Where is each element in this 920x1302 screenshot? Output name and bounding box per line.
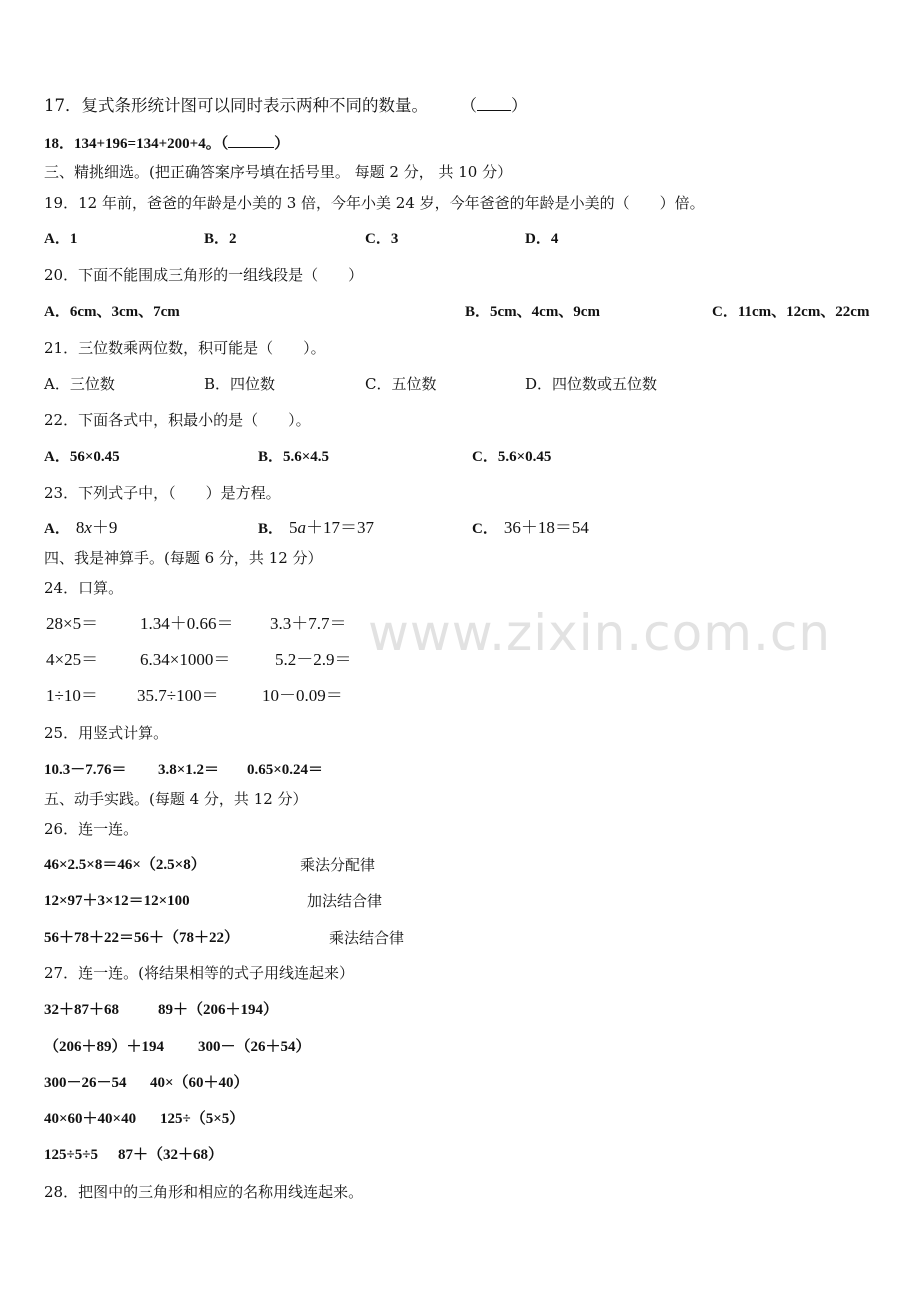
- question-21-option-d[interactable]: D．四位数或五位数: [525, 375, 658, 393]
- question-18-text: 18．134+196=134+200+4。（: [44, 136, 229, 152]
- option-a-coef: 8: [75, 518, 85, 537]
- equal-left-5[interactable]: 125÷5÷5: [44, 1147, 98, 1163]
- question-21-stem: 21．三位数乘两位数，积可能是（ ）。: [44, 339, 326, 357]
- section-5-heading: 五、动手实践。(每题 4 分，共 12 分）: [44, 790, 308, 808]
- question-18-close-paren: ）: [274, 136, 290, 152]
- vertical-calc-1: 10.3－7.76＝: [44, 762, 127, 778]
- question-21-option-a[interactable]: A．三位数: [44, 375, 115, 393]
- mental-calc-2-1: 4×25＝: [46, 650, 99, 669]
- match-right-2[interactable]: 加法结合律: [307, 892, 383, 910]
- question-20-stem: 20．下面不能围成三角形的一组线段是（ ）: [44, 266, 364, 284]
- option-a-label: A．: [44, 521, 70, 537]
- match-left-2[interactable]: 12×97＋3×12＝12×100: [44, 893, 190, 909]
- question-23-option-a[interactable]: [44, 518, 117, 539]
- watermark: www.zixin.com.cn: [368, 604, 832, 662]
- answer-blank-17[interactable]: [477, 96, 511, 111]
- equal-right-4[interactable]: 125÷（5×5）: [160, 1111, 245, 1127]
- equal-left-1[interactable]: 32＋87＋68: [44, 1002, 120, 1018]
- option-b-var: a: [297, 518, 307, 537]
- section-4-heading: 四、我是神算手。(每题 6 分，共 12 分）: [44, 549, 323, 567]
- mental-calc-1-1: 28×5＝: [46, 614, 99, 633]
- equal-right-5[interactable]: 87＋（32＋68）: [118, 1147, 224, 1163]
- match-left-3[interactable]: 56＋78＋22＝56＋（78＋22）: [44, 930, 240, 946]
- question-17: [44, 96, 528, 116]
- question-22-stem: 22．下面各式中，积最小的是（ ）。: [44, 411, 311, 429]
- question-23-option-c[interactable]: [472, 518, 589, 539]
- option-a-var: x: [84, 518, 92, 537]
- mental-calc-1-2: 1.34＋0.66＝: [140, 614, 234, 633]
- mental-calc-3-3: 10－0.09＝: [262, 686, 343, 705]
- question-22-option-a[interactable]: A．56×0.45: [44, 449, 120, 465]
- question-17-close-paren: ）: [511, 96, 528, 115]
- option-b-rest: ＋17＝37: [306, 518, 375, 537]
- mental-calc-1-3: 3.3＋7.7＝: [270, 614, 347, 633]
- answer-blank-18[interactable]: [228, 133, 274, 148]
- question-17-open-paren: （: [460, 96, 477, 115]
- question-20-option-c[interactable]: C．11cm、12cm、22cm: [712, 304, 870, 320]
- question-25-stem: 25．用竖式计算。: [44, 724, 169, 742]
- question-23-stem: 23．下列式子中，（ ）是方程。: [44, 484, 281, 502]
- question-26-stem: 26．连一连。: [44, 820, 139, 838]
- option-a-rest: ＋9: [91, 518, 118, 537]
- question-19-option-a[interactable]: A．1: [44, 231, 78, 247]
- question-19-option-d[interactable]: D．4: [525, 231, 559, 247]
- question-20-option-a[interactable]: A．6cm、3cm、7cm: [44, 304, 180, 320]
- match-left-1[interactable]: 46×2.5×8＝46×（2.5×8）: [44, 857, 206, 873]
- equal-left-2[interactable]: （206＋89）＋194: [44, 1039, 165, 1055]
- equal-right-3[interactable]: 40×（60＋40）: [150, 1075, 249, 1091]
- mental-calc-3-1: 1÷10＝: [46, 686, 98, 705]
- option-c-label: C．: [472, 521, 498, 537]
- question-20-option-b[interactable]: B．5cm、4cm、9cm: [465, 304, 600, 320]
- match-right-1[interactable]: 乘法分配律: [300, 856, 376, 874]
- question-19-option-c[interactable]: C．3: [365, 231, 399, 247]
- question-22-option-c[interactable]: C．5.6×0.45: [472, 449, 552, 465]
- mental-calc-2-3: 5.2－2.9＝: [275, 650, 352, 669]
- equal-left-3[interactable]: 300－26－54: [44, 1075, 127, 1091]
- mental-calc-2-2: 6.34×1000＝: [140, 650, 231, 669]
- match-right-3[interactable]: 乘法结合律: [329, 929, 405, 947]
- equal-right-2[interactable]: 300－（26＋54）: [198, 1039, 311, 1055]
- question-27-stem: 27．连一连。(将结果相等的式子用线连起来）: [44, 964, 354, 982]
- question-23-option-b[interactable]: [258, 518, 374, 539]
- question-19-option-b[interactable]: B．2: [204, 231, 237, 247]
- question-21-option-c[interactable]: C．五位数: [365, 375, 437, 393]
- question-17-text: 17．复式条形统计图可以同时表示两种不同的数量。: [44, 96, 428, 115]
- question-22-option-b[interactable]: B．5.6×4.5: [258, 449, 330, 465]
- vertical-calc-2: 3.8×1.2＝: [158, 762, 220, 778]
- equal-left-4[interactable]: 40×60＋40×40: [44, 1111, 137, 1127]
- equal-right-1[interactable]: 89＋（206＋194）: [158, 1002, 279, 1018]
- section-3-heading: 三、精挑细选。(把正确答案序号填在括号里。 每题 2 分， 共 10 分）: [44, 163, 513, 181]
- option-b-coef: 5: [289, 518, 298, 537]
- question-24-stem: 24．口算。: [44, 579, 124, 597]
- option-c-expr: 36＋18＝54: [503, 518, 589, 537]
- option-b-label: B．: [258, 521, 284, 537]
- question-21-option-b[interactable]: B．四位数: [204, 375, 276, 393]
- question-18: [44, 133, 289, 154]
- question-19-stem: 19．12 年前，爸爸的年龄是小美的 3 倍，今年小美 24 岁，今年爸爸的年龄是小美的（ ）倍。: [44, 194, 705, 212]
- vertical-calc-3: 0.65×0.24＝: [247, 762, 324, 778]
- question-28-stem: 28．把图中的三角形和相应的名称用线连起来。: [44, 1183, 364, 1201]
- mental-calc-3-2: 35.7÷100＝: [137, 686, 219, 705]
